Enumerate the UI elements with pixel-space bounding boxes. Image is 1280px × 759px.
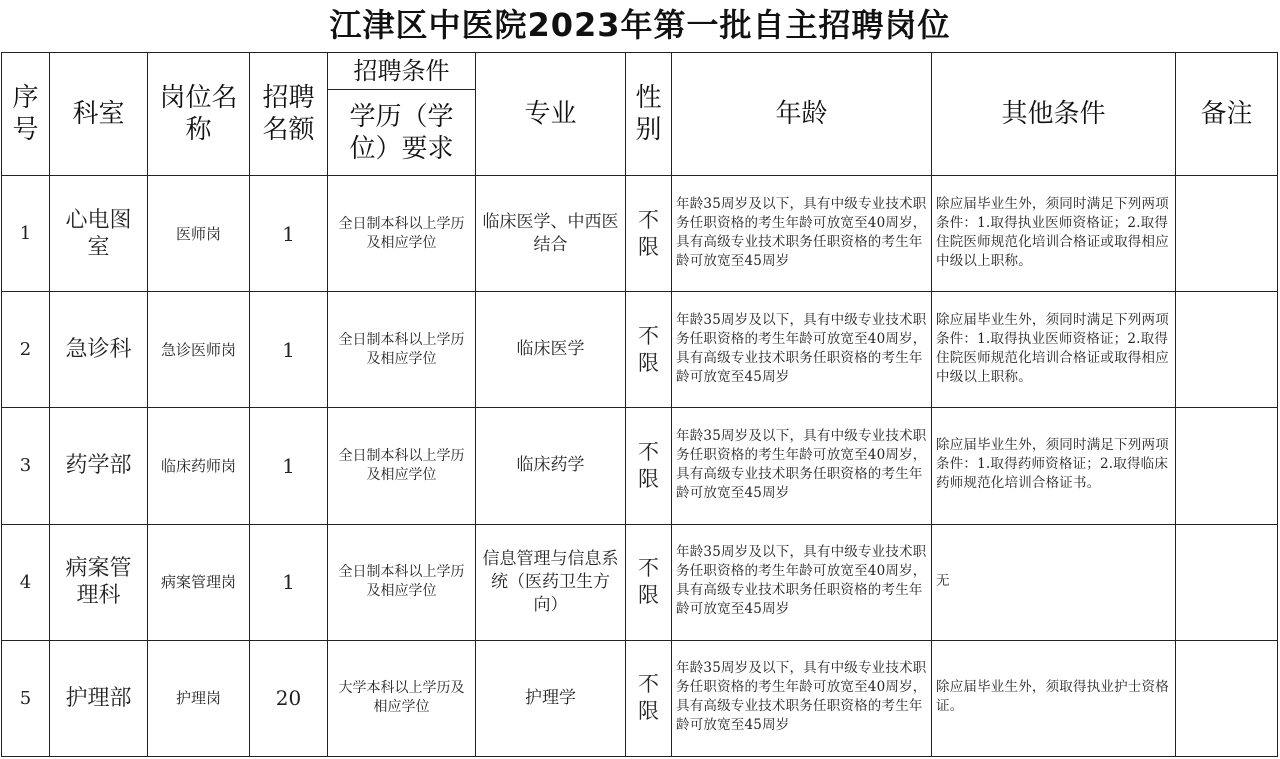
row-position (148, 408, 250, 524)
header-quota: 招聘名额 (250, 53, 328, 176)
header-major: 专业 (476, 53, 626, 176)
header-gender: 性别 (626, 53, 672, 176)
table-row (2, 292, 1278, 408)
row-gender (626, 292, 672, 408)
row-quota-text: 1 (282, 570, 295, 595)
table-body (2, 176, 1278, 757)
row-department-text: 心电图室 (65, 207, 132, 260)
row-age (672, 640, 932, 756)
row-index-text: 5 (19, 687, 32, 709)
row-department (50, 176, 148, 292)
row-education (328, 524, 476, 640)
row-gender-text: 不限 (638, 556, 659, 608)
row-quota-text: 20 (275, 686, 302, 711)
row-index (2, 408, 50, 524)
row-other-conditions-text: 除应届毕业生外，须同时满足下列两项条件：1.取得执业医师资格证；2.取得住院医师规范化培训合格证或取得相应中级以上职称。 (936, 311, 1169, 385)
row-education-text: 全日制本科以上学历及相应学位 (338, 564, 465, 600)
row-education-text: 大学本科以上学历及相应学位 (338, 680, 465, 716)
row-department-text: 病案管理科 (65, 556, 132, 609)
row-quota (250, 640, 328, 756)
row-gender (626, 524, 672, 640)
row-other-conditions-text: 除应届毕业生外，须同时满足下列两项条件：1.取得药师资格证；2.取得临床药师规范化培训合格证书。 (936, 437, 1169, 492)
row-index-text: 1 (19, 223, 32, 245)
row-age-text: 年龄35周岁及以下，具有中级专业技术职务任职资格的考生年龄可放宽至40周岁，具有高级专业技术职务任职资格的考生年龄可放宽至45周岁 (676, 544, 927, 618)
row-age (672, 524, 932, 640)
row-department-text: 药学部 (65, 453, 132, 479)
row-note (1176, 640, 1278, 756)
row-position (148, 640, 250, 756)
row-major (476, 524, 626, 640)
row-position-text: 急诊医师岗 (160, 340, 236, 359)
row-quota (250, 292, 328, 408)
row-education-text: 全日制本科以上学历及相应学位 (338, 215, 465, 251)
header-conditions-group: 招聘条件 (328, 53, 476, 90)
row-note (1176, 408, 1278, 524)
row-position-text: 病案管理岗 (160, 573, 236, 592)
row-age-text: 年龄35周岁及以下，具有中级专业技术职务任职资格的考生年龄可放宽至40周岁，具有高级专业技术职务任职资格的考生年龄可放宽至45周岁 (676, 427, 927, 501)
row-age-text: 年龄35周岁及以下，具有中级专业技术职务任职资格的考生年龄可放宽至40周岁，具有高级专业技术职务任职资格的考生年龄可放宽至45周岁 (676, 660, 927, 734)
header-note: 备注 (1176, 53, 1278, 176)
row-index-text: 3 (19, 455, 32, 477)
row-age (672, 292, 932, 408)
row-position-text: 临床药师岗 (160, 456, 236, 475)
row-major (476, 176, 626, 292)
row-other-conditions-text: 除应届毕业生外，须取得执业护士资格证。 (936, 679, 1169, 715)
table-row (2, 176, 1278, 292)
row-index (2, 176, 50, 292)
row-note (1176, 292, 1278, 408)
row-gender (626, 408, 672, 524)
table-row (2, 640, 1278, 756)
row-gender-text: 不限 (638, 672, 659, 724)
recruitment-table (1, 52, 1278, 757)
row-major-text: 临床医学 (516, 339, 585, 360)
row-index (2, 524, 50, 640)
row-other-conditions (932, 408, 1176, 524)
row-major-text: 信息管理与信息系统（医药卫生方向） (482, 548, 619, 615)
row-position (148, 524, 250, 640)
row-position-text: 医师岗 (175, 224, 221, 243)
row-education (328, 408, 476, 524)
row-other-conditions-text: 无 (936, 572, 950, 589)
row-major (476, 640, 626, 756)
header-education: 学历（学位）要求 (328, 90, 476, 176)
row-gender-text: 不限 (638, 323, 659, 375)
row-major-text: 护理学 (525, 687, 576, 708)
row-index-text: 4 (19, 571, 32, 593)
row-age (672, 176, 932, 292)
row-position-text: 护理岗 (175, 689, 221, 708)
row-education (328, 640, 476, 756)
row-quota (250, 176, 328, 292)
row-education (328, 292, 476, 408)
row-age (672, 408, 932, 524)
row-age-text: 年龄35周岁及以下，具有中级专业技术职务任职资格的考生年龄可放宽至40周岁，具有高级专业技术职务任职资格的考生年龄可放宽至45周岁 (676, 195, 927, 269)
page-title: 江津区中医院2023年第一批自主招聘岗位 (329, 6, 951, 44)
row-position (148, 176, 250, 292)
row-other-conditions (932, 176, 1176, 292)
row-major (476, 292, 626, 408)
row-gender-text: 不限 (638, 207, 659, 259)
row-other-conditions-text: 除应届毕业生外，须同时满足下列两项条件：1.取得执业医师资格证；2.取得住院医师规范化培训合格证或取得相应中级以上职称。 (936, 195, 1169, 269)
row-education-text: 全日制本科以上学历及相应学位 (338, 331, 465, 367)
row-quota-text: 1 (282, 337, 295, 362)
row-quota-text: 1 (282, 221, 295, 246)
row-education-text: 全日制本科以上学历及相应学位 (338, 447, 465, 483)
row-major-text: 临床药学 (516, 455, 585, 476)
row-department (50, 292, 148, 408)
row-department-text: 护理部 (65, 685, 132, 711)
table-row (2, 524, 1278, 640)
row-index (2, 640, 50, 756)
table-row (2, 408, 1278, 524)
row-department-text: 急诊科 (65, 337, 132, 363)
row-note (1176, 176, 1278, 292)
header-department: 科室 (50, 53, 148, 176)
row-gender (626, 640, 672, 756)
row-gender (626, 176, 672, 292)
row-position (148, 292, 250, 408)
row-other-conditions (932, 292, 1176, 408)
header-age: 年龄 (672, 53, 932, 176)
header-position: 岗位名称 (148, 53, 250, 176)
row-education (328, 176, 476, 292)
row-quota (250, 524, 328, 640)
row-note (1176, 524, 1278, 640)
row-department (50, 640, 148, 756)
row-department (50, 408, 148, 524)
row-quota-text: 1 (282, 453, 295, 478)
header-index: 序号 (2, 53, 50, 176)
row-major (476, 408, 626, 524)
row-other-conditions (932, 524, 1176, 640)
row-major-text: 临床医学、中西医结合 (482, 211, 619, 255)
header-other: 其他条件 (932, 53, 1176, 176)
row-age-text: 年龄35周岁及以下，具有中级专业技术职务任职资格的考生年龄可放宽至40周岁，具有高级专业技术职务任职资格的考生年龄可放宽至45周岁 (676, 311, 927, 385)
row-index (2, 292, 50, 408)
row-quota (250, 408, 328, 524)
row-gender-text: 不限 (638, 439, 659, 491)
row-other-conditions (932, 640, 1176, 756)
row-index-text: 2 (19, 339, 32, 361)
row-department (50, 524, 148, 640)
